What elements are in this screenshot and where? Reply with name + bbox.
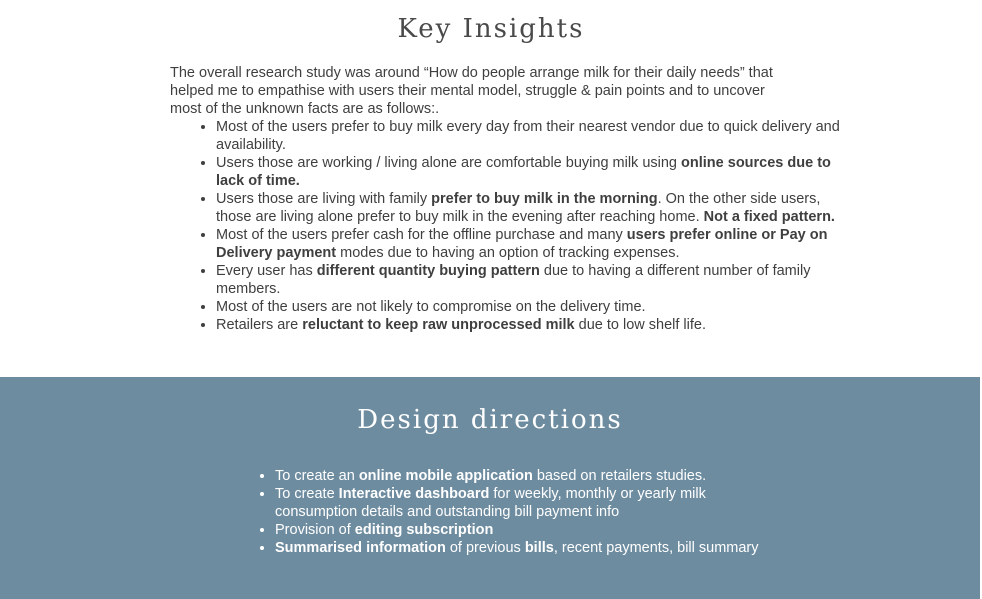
body-text: Provision of — [275, 522, 355, 538]
emphasis-text: prefer to buy milk in the morning — [431, 191, 658, 207]
design-directions-list — [229, 467, 775, 557]
key-insights-list — [170, 118, 846, 334]
emphasis-text: Not a fixed pattern. — [703, 209, 835, 225]
emphasis-text: Interactive dashboard — [338, 486, 490, 502]
body-text: Retailers are — [216, 317, 303, 333]
body-text: based on retailers studies. — [532, 468, 707, 484]
design-directions-title: Design directions — [357, 405, 623, 435]
body-text: modes due to having an option of tracking expenses. — [336, 245, 680, 261]
list-item — [216, 190, 846, 226]
emphasis-text: bills — [524, 540, 554, 556]
body-text: . On the other side users, those are living alone prefer to buy milk in the evening after reaching home. — [216, 191, 821, 225]
list-item — [216, 298, 846, 316]
list-item — [275, 521, 775, 539]
list-item — [216, 262, 846, 298]
body-text: for weekly, monthly or yearly milk consumption details and outstanding bill payment info — [275, 486, 706, 520]
emphasis-text: different quantity buying pattern — [316, 263, 540, 279]
body-text: due to having a different number of family members. — [216, 263, 811, 297]
emphasis-text: Summarised information — [275, 540, 446, 556]
emphasis-text: online sources due to lack of time. — [216, 155, 831, 189]
key-insights-title: Key Insights — [397, 14, 585, 44]
list-item — [216, 226, 846, 262]
emphasis-text: reluctant to keep raw unprocessed milk — [302, 317, 575, 333]
list-item — [275, 539, 775, 557]
list-item — [216, 154, 846, 190]
body-text: Most of the users prefer cash for the offline purchase and many — [216, 227, 627, 243]
body-text: Users those are living with family — [216, 191, 432, 207]
list-item — [216, 118, 846, 154]
list-item — [275, 467, 775, 485]
design-directions-section — [0, 377, 980, 599]
list-item — [216, 316, 846, 334]
emphasis-text: users prefer online or Pay on Delivery payment — [216, 227, 828, 261]
key-insights-intro: The overall research study was around “How do people arrange milk for their daily needs” that helped me to empathise with users their mental model, struggle & pain points and to uncover most of the unknown facts are as follows:. — [170, 65, 773, 117]
body-text: Most of the users are not likely to compromise on the delivery time. — [216, 299, 646, 315]
body-text: Most of the users prefer to buy milk every day from their nearest vendor due to quick delivery and availability. — [216, 119, 840, 153]
body-text: of previous — [445, 540, 525, 556]
body-text: To create an — [275, 468, 359, 484]
emphasis-text: editing subscription — [354, 522, 494, 538]
body-text: due to low shelf life. — [574, 317, 706, 333]
body-text: , recent payments, bill summary — [553, 540, 759, 556]
body-text: To create — [275, 486, 339, 502]
body-text: Every user has — [216, 263, 317, 279]
list-item — [275, 485, 775, 521]
emphasis-text: online mobile application — [358, 468, 533, 484]
body-text: Users those are working / living alone are comfortable buying milk using — [216, 155, 682, 171]
